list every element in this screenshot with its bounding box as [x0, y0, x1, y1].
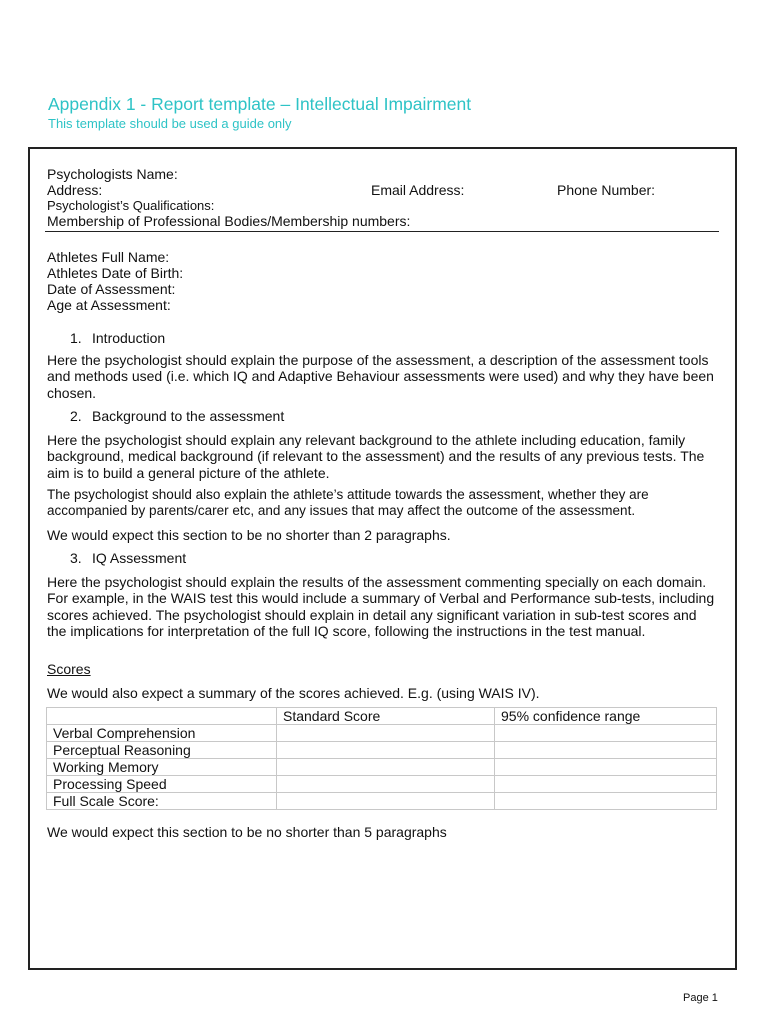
assessment-date-label: Date of Assessment: — [47, 281, 176, 297]
table-row — [47, 776, 717, 793]
section-number: 3. — [70, 550, 82, 566]
table-cell: Working Memory — [47, 759, 277, 776]
table-row — [47, 793, 717, 810]
page-number: Page 1 — [683, 992, 718, 1004]
qualifications-label: Psychologist’s Qualifications: — [47, 198, 215, 213]
section-heading-iq-assessment — [70, 550, 186, 566]
table-cell — [277, 725, 495, 742]
table-cell — [495, 776, 717, 793]
table-cell: Perceptual Reasoning — [47, 742, 277, 759]
table-header-cell: Standard Score — [277, 708, 495, 725]
scores-table — [46, 707, 717, 810]
page-title: Appendix 1 - Report template – Intellectual Impairment — [48, 94, 472, 114]
section-title: Background to the assessment — [92, 408, 285, 424]
scores-intro: We would also expect a summary of the scores achieved. E.g. (using WAIS IV). — [47, 685, 540, 701]
background-paragraph-2: The psychologist should also explain the athlete’s attitude towards the assessment, whether they are accompanied by parents/carer etc, and any issues that may affect the outcome of the assessment. — [47, 487, 649, 519]
table-cell — [495, 725, 717, 742]
scores-closing-note: We would expect this section to be no shorter than 5 paragraphs — [47, 824, 447, 840]
iq-assessment-paragraph: Here the psychologist should explain the results of the assessment commenting specially on each domain. For example, in the WAIS test this would include a summary of Verbal and Performance sub-tests, including scores achieved. The psychologist should explain in detail any significant variation in sub-test scores and the implications for interpretation of the full IQ score, following the instructions in the test manual. — [47, 574, 715, 639]
section-heading-introduction — [70, 330, 165, 346]
table-row — [47, 759, 717, 776]
table-row — [47, 742, 717, 759]
section-heading-background — [70, 408, 284, 424]
background-paragraph-1: Here the psychologist should explain any relevant background to the athlete including education, family background, medical background (if relevant to the assessment) and the results of any previous tests. The aim is to build a general picture of the athlete. — [47, 432, 705, 481]
address-label: Address: — [47, 182, 103, 198]
table-cell: Verbal Comprehension — [47, 725, 277, 742]
table-cell — [495, 793, 717, 810]
page-subtitle: This template should be used a guide only — [48, 116, 292, 131]
table-cell: Full Scale Score: — [47, 793, 277, 810]
table-cell — [277, 776, 495, 793]
athlete-dob-label: Athletes Date of Birth: — [47, 265, 184, 281]
table-cell — [277, 742, 495, 759]
section-title: Introduction — [92, 330, 166, 346]
table-header-cell — [47, 708, 277, 725]
table-cell — [495, 759, 717, 776]
table-header-row — [47, 708, 717, 725]
section-divider — [45, 231, 719, 232]
table-cell — [277, 793, 495, 810]
membership-label: Membership of Professional Bodies/Membership numbers: — [47, 213, 411, 229]
introduction-paragraph: Here the psychologist should explain the purpose of the assessment, a description of the assessment tools and methods used (i.e. which IQ and Adaptive Behaviour assessments were used) and why they have been chosen. — [47, 352, 714, 401]
phone-label: Phone Number: — [557, 182, 656, 198]
section-title: IQ Assessment — [92, 550, 187, 566]
scores-heading: Scores — [47, 661, 91, 677]
section-number: 1. — [70, 330, 82, 346]
table-row — [47, 725, 717, 742]
athlete-name-label: Athletes Full Name: — [47, 249, 170, 265]
email-label: Email Address: — [371, 182, 465, 198]
table-cell — [277, 759, 495, 776]
table-cell: Processing Speed — [47, 776, 277, 793]
assessment-age-label: Age at Assessment: — [47, 297, 171, 313]
table-cell — [495, 742, 717, 759]
table-header-cell: 95% confidence range — [495, 708, 717, 725]
section-number: 2. — [70, 408, 82, 424]
background-paragraph-3: We would expect this section to be no shorter than 2 paragraphs. — [47, 527, 451, 543]
psychologist-name-label: Psychologists Name: — [47, 166, 178, 182]
